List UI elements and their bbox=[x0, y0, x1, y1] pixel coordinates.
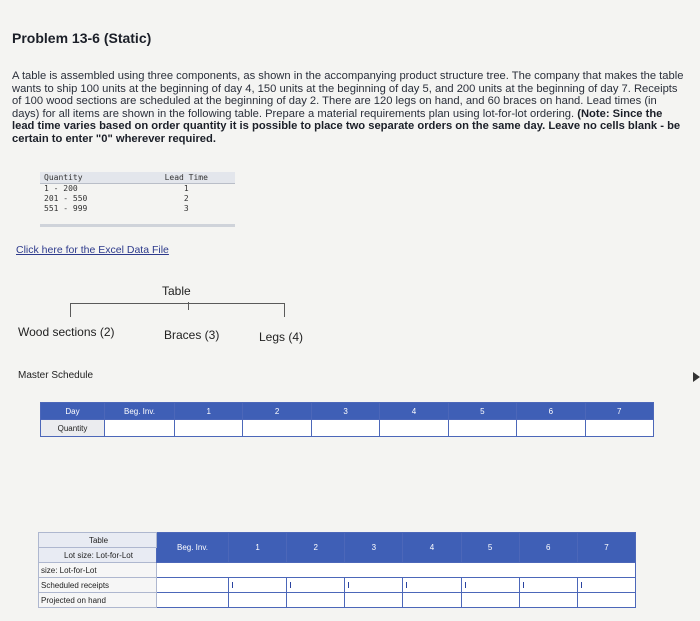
problem-title: Problem 13-6 (Static) bbox=[12, 30, 152, 46]
mrp-lot-size-label: Lot size: Lot-for-Lot bbox=[39, 548, 157, 563]
table-row bbox=[40, 184, 235, 195]
mrp-day-6: 6 bbox=[519, 533, 577, 563]
tree-root-table: Table bbox=[162, 284, 191, 298]
problem-note-prefix: (Note: bbox=[577, 107, 610, 120]
table-row bbox=[40, 194, 235, 204]
ms-qty-input-day-3[interactable] bbox=[311, 420, 379, 437]
mrp-day-7: 7 bbox=[577, 533, 635, 563]
lead-time-table-border bbox=[40, 224, 235, 227]
ms-day-2: 2 bbox=[243, 403, 311, 420]
problem-note: Since the lead time varies based on order quantity it is possible to place two separate orders on the same day. Leave no cells blank - be certain to enter "0" wherever required. bbox=[12, 107, 681, 145]
tree-child-wood-sections: Wood sections (2) bbox=[18, 325, 115, 339]
mrp-poh-input-day-6[interactable] bbox=[519, 593, 577, 608]
lead-time-qty: 1 - 200 bbox=[44, 184, 78, 193]
problem-text: A table is assembled using three components, as shown in the accompanying product structure tree. The company that makes the table wants to ship 100 units at the beginning of day 4, 150 units at the beginning of day 5, and 200 units at the beginning of day 7. Receipts of 100 wood sections are scheduled at the beginning of day 2. There are 120 legs on hand, and 60 braces on hand. Lead times (in days) for all items are shown in the following table. Prepare a material requirements plan using lot-for-lot ordering. bbox=[12, 70, 684, 120]
cursor-arrow-icon bbox=[693, 372, 700, 382]
mrp-sr-input-day-4[interactable] bbox=[403, 578, 461, 593]
tree-connector bbox=[70, 303, 71, 317]
tree-connector bbox=[284, 303, 285, 317]
ms-day-label: Day bbox=[41, 403, 105, 420]
ms-day-1: 1 bbox=[175, 403, 243, 420]
mrp-day-1: 1 bbox=[229, 533, 287, 563]
mrp-poh-input-day-3[interactable] bbox=[345, 593, 403, 608]
table-row bbox=[40, 204, 235, 214]
ms-day-6: 6 bbox=[517, 403, 585, 420]
mrp-spacer-row bbox=[157, 563, 636, 578]
ms-qty-input-day-5[interactable] bbox=[448, 420, 516, 437]
ms-quantity-label: Quantity bbox=[41, 420, 105, 437]
mrp-sr-beg-inv[interactable] bbox=[157, 578, 229, 593]
lead-time-value: 1 bbox=[183, 184, 189, 193]
tree-child-legs: Legs (4) bbox=[259, 330, 304, 344]
mrp-sr-input-day-6[interactable] bbox=[519, 578, 577, 593]
master-schedule-label: Master Schedule bbox=[18, 370, 94, 381]
mrp-sr-input-day-2[interactable] bbox=[287, 578, 345, 593]
mrp-beg-inv-header: Beg. Inv. bbox=[157, 533, 229, 563]
excel-data-link[interactable]: Click here for the Excel Data File bbox=[16, 244, 169, 256]
mrp-day-5: 5 bbox=[461, 533, 519, 563]
master-schedule-grid bbox=[40, 402, 654, 437]
ms-qty-input-day-2[interactable] bbox=[243, 420, 311, 437]
mrp-item-label: Table bbox=[39, 533, 157, 548]
mrp-poh-input-day-5[interactable] bbox=[461, 593, 519, 608]
lead-time-table bbox=[40, 172, 235, 214]
ms-qty-input-day-4[interactable] bbox=[380, 420, 448, 437]
mrp-lot-size-label-2: size: Lot-for-Lot bbox=[39, 563, 157, 578]
ms-day-7: 7 bbox=[585, 403, 653, 420]
lead-time-header-quantity: Quantity bbox=[40, 172, 138, 184]
mrp-poh-input-day-7[interactable] bbox=[577, 593, 635, 608]
ms-beg-inv-input[interactable] bbox=[105, 420, 175, 437]
mrp-row-projected-on-hand: Projected on hand bbox=[39, 593, 157, 608]
ms-qty-input-day-6[interactable] bbox=[517, 420, 585, 437]
ms-day-5: 5 bbox=[448, 403, 516, 420]
mrp-poh-beg-inv[interactable] bbox=[157, 593, 229, 608]
mrp-sr-input-day-3[interactable] bbox=[345, 578, 403, 593]
ms-qty-input-day-1[interactable] bbox=[175, 420, 243, 437]
mrp-poh-input-day-2[interactable] bbox=[287, 593, 345, 608]
problem-description bbox=[12, 70, 684, 146]
mrp-day-4: 4 bbox=[403, 533, 461, 563]
ms-beg-inv-header: Beg. Inv. bbox=[105, 403, 175, 420]
lead-time-header-lead: Lead Time bbox=[138, 172, 236, 184]
mrp-row-scheduled-receipts: Scheduled receipts bbox=[39, 578, 157, 593]
lead-time-qty: 201 - 550 bbox=[44, 194, 88, 203]
ms-day-3: 3 bbox=[311, 403, 379, 420]
mrp-sr-input-day-5[interactable] bbox=[461, 578, 519, 593]
tree-child-braces: Braces (3) bbox=[164, 328, 220, 342]
tree-connector bbox=[70, 303, 285, 304]
ms-day-4: 4 bbox=[380, 403, 448, 420]
mrp-day-3: 3 bbox=[345, 533, 403, 563]
mrp-table-grid bbox=[38, 532, 636, 608]
mrp-sr-input-day-7[interactable] bbox=[577, 578, 635, 593]
mrp-poh-input-day-4[interactable] bbox=[403, 593, 461, 608]
ms-qty-input-day-7[interactable] bbox=[585, 420, 653, 437]
lead-time-qty: 551 - 999 bbox=[44, 204, 88, 213]
lead-time-value: 2 bbox=[183, 194, 189, 203]
mrp-sr-input-day-1[interactable] bbox=[229, 578, 287, 593]
mrp-poh-input-day-1[interactable] bbox=[229, 593, 287, 608]
mrp-day-2: 2 bbox=[287, 533, 345, 563]
lead-time-value: 3 bbox=[183, 204, 189, 213]
